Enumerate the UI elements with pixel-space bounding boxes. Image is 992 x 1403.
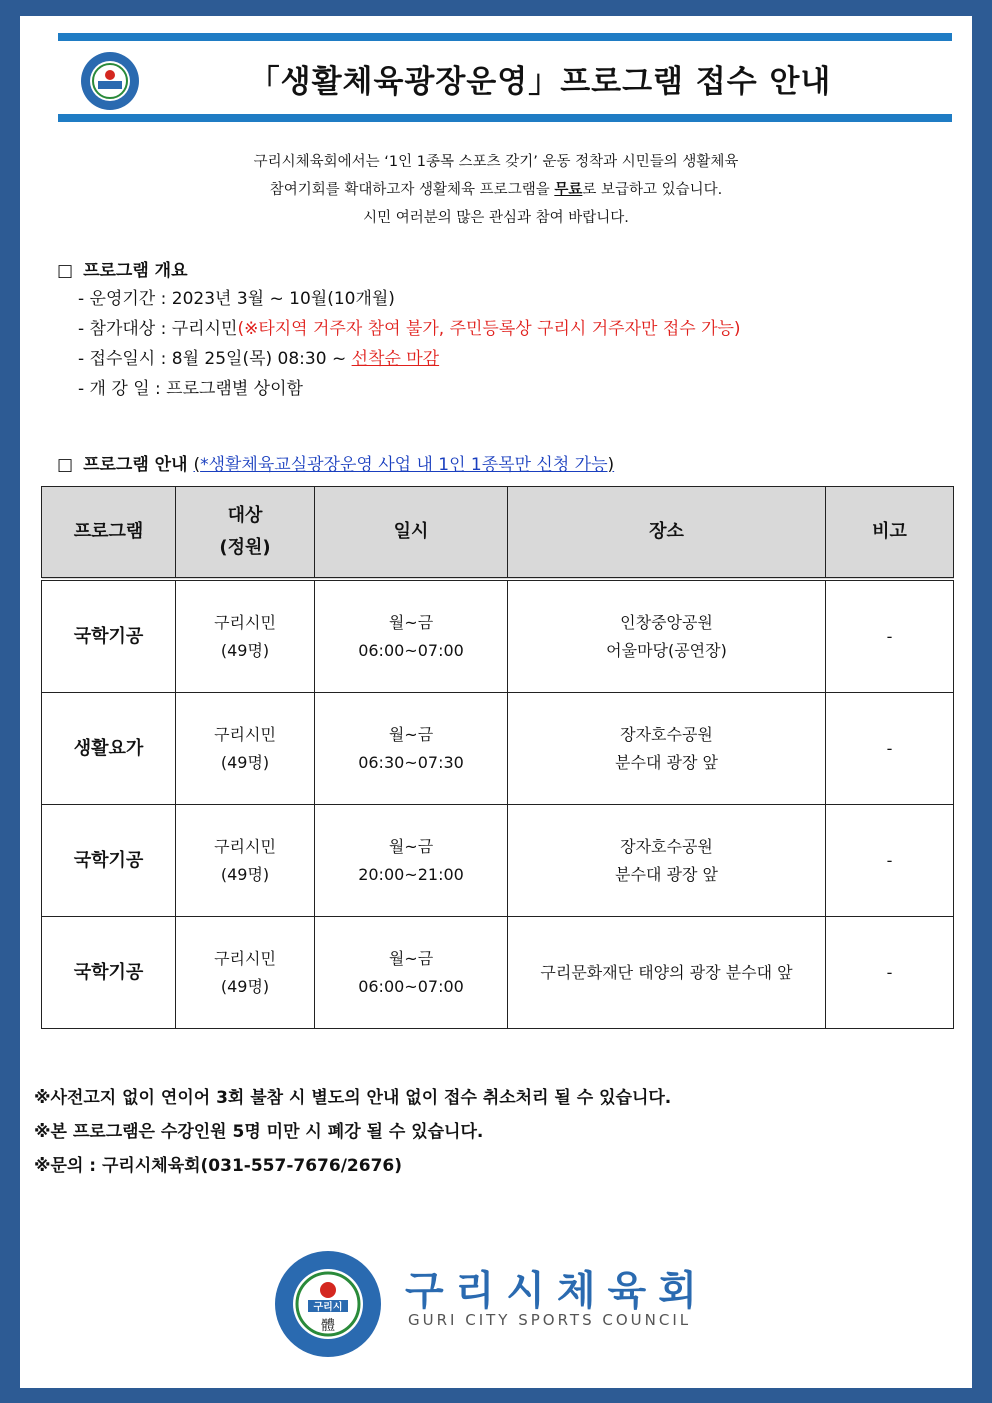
overview-heading <box>57 256 188 281</box>
overview-opening: - 개 강 일 : 프로그램별 상이함 <box>78 379 303 399</box>
program-heading-text: 프로그램 안내 <box>83 455 188 475</box>
program-heading <box>57 450 614 475</box>
intro-line-3: 시민 여러분의 많은 관심과 참여 바랍니다. <box>363 210 629 226</box>
header-place: 장소 <box>508 487 826 580</box>
table-header-row <box>42 487 954 580</box>
program-target <box>176 579 315 693</box>
place-line2: 분수대 광장 앞 <box>615 752 718 772</box>
program-time <box>315 805 508 917</box>
table-row <box>42 693 954 805</box>
checkbox-square-icon: □ <box>57 261 74 281</box>
emblem-char-text: 體 <box>321 1318 335 1334</box>
header-bar-bottom <box>58 114 952 122</box>
days-text: 월~금 <box>388 612 434 632</box>
overview-heading-text: 프로그램 개요 <box>83 261 188 281</box>
program-place <box>508 579 826 693</box>
program-name: 국학기공 <box>42 805 176 917</box>
program-remark: - <box>826 579 954 693</box>
overview-reception <box>78 344 741 374</box>
program-note-text: *생활체육교실광장운영 사업 내 1인 1종목만 신청 가능 <box>200 455 608 475</box>
table-row <box>42 805 954 917</box>
program-time <box>315 693 508 805</box>
program-remark: - <box>826 917 954 1029</box>
intro-free-emphasis: 무료 <box>554 182 583 198</box>
place-line2: 어울마당(공연장) <box>606 640 727 660</box>
page-title: 「생활체육광장운영」프로그램 접수 안내 <box>248 64 832 100</box>
program-place <box>508 805 826 917</box>
program-name: 생활요가 <box>42 693 176 805</box>
target-text: 구리시민 <box>214 724 276 744</box>
overview-target-label: - 참가대상 : 구리시민 <box>78 319 238 339</box>
program-note-close: ) <box>607 455 615 475</box>
overview-list <box>78 284 741 404</box>
header-bar-top <box>58 33 952 41</box>
capacity-text: (49명) <box>220 640 270 660</box>
note-cancellation: ※본 프로그램은 수강인원 5명 미만 시 폐강 될 수 있습니다. <box>34 1122 484 1142</box>
sports-council-logo-icon <box>80 51 140 111</box>
program-place <box>508 917 826 1029</box>
program-name: 국학기공 <box>42 917 176 1029</box>
emblem-city-text: 구리시 <box>313 1302 343 1313</box>
overview-reception-label: - 접수일시 : 8월 25일(목) 08:30 ~ <box>78 349 352 369</box>
target-text: 구리시민 <box>214 836 276 856</box>
place-line2: 분수대 광장 앞 <box>615 864 718 884</box>
program-note <box>193 455 614 475</box>
program-target <box>176 693 315 805</box>
intro-text <box>60 148 932 232</box>
hours-text: 06:00~07:00 <box>358 640 464 660</box>
days-text: 월~금 <box>388 836 434 856</box>
intro-line-1: 구리시체육회에서는 ‘1인 1종목 스포츠 갖기’ 운동 정착과 시민들의 생활체육 <box>253 154 739 170</box>
days-text: 월~금 <box>388 948 434 968</box>
intro-line-2 <box>60 176 932 204</box>
checkbox-square-icon: □ <box>57 455 74 475</box>
table-row <box>42 579 954 693</box>
document-page <box>20 16 972 1388</box>
header-target-line2: (정원) <box>219 537 271 558</box>
hours-text: 20:00~21:00 <box>358 864 464 884</box>
program-remark: - <box>826 805 954 917</box>
table-row <box>42 917 954 1029</box>
overview-target <box>78 314 741 344</box>
sports-council-emblem-icon <box>274 1250 382 1358</box>
program-note-open: ( <box>193 455 201 475</box>
notes-section <box>34 1081 671 1183</box>
program-target <box>176 917 315 1029</box>
days-text: 월~금 <box>388 724 434 744</box>
target-text: 구리시민 <box>214 948 276 968</box>
org-name: 구리시체육회 <box>405 1268 709 1314</box>
capacity-text: (49명) <box>220 752 270 772</box>
overview-target-restriction: (※타지역 거주자 참여 불가, 주민등록상 구리시 거주자만 접수 가능) <box>237 319 741 339</box>
overview-period: - 운영기간 : 2023년 3월 ~ 10월(10개월) <box>78 289 395 309</box>
place-line1: 장자호수공원 <box>620 836 713 856</box>
program-name: 국학기공 <box>42 579 176 693</box>
program-target <box>176 805 315 917</box>
header-remark: 비고 <box>826 487 954 580</box>
overview-reception-deadline: 선착순 마감 <box>351 349 440 369</box>
header-target-line1: 대상 <box>227 505 263 526</box>
place-line1: 구리문화재단 태양의 광장 분수대 앞 <box>540 962 793 982</box>
program-time <box>315 917 508 1029</box>
program-table <box>41 486 954 1029</box>
hours-text: 06:30~07:30 <box>358 752 464 772</box>
note-contact: ※문의 : 구리시체육회(031-557-7676/2676) <box>34 1156 402 1176</box>
intro-line-2-pre: 참여기회를 확대하고자 생활체육 프로그램을 <box>269 182 555 198</box>
program-remark: - <box>826 693 954 805</box>
place-line1: 인창중앙공원 <box>620 612 713 632</box>
org-name-english: GURI CITY SPORTS COUNCIL <box>408 1311 692 1329</box>
program-time <box>315 579 508 693</box>
program-place <box>508 693 826 805</box>
header-program: 프로그램 <box>42 487 176 580</box>
intro-line-2-post: 로 보급하고 있습니다. <box>582 182 723 198</box>
capacity-text: (49명) <box>220 976 270 996</box>
header-target <box>176 487 315 580</box>
place-line1: 장자호수공원 <box>620 724 713 744</box>
header-time: 일시 <box>315 487 508 580</box>
target-text: 구리시민 <box>214 612 276 632</box>
capacity-text: (49명) <box>220 864 270 884</box>
hours-text: 06:00~07:00 <box>358 976 464 996</box>
note-absence: ※사전고지 없이 연이어 3회 불참 시 별도의 안내 없이 접수 취소처리 될 수 있습니다. <box>34 1088 672 1108</box>
